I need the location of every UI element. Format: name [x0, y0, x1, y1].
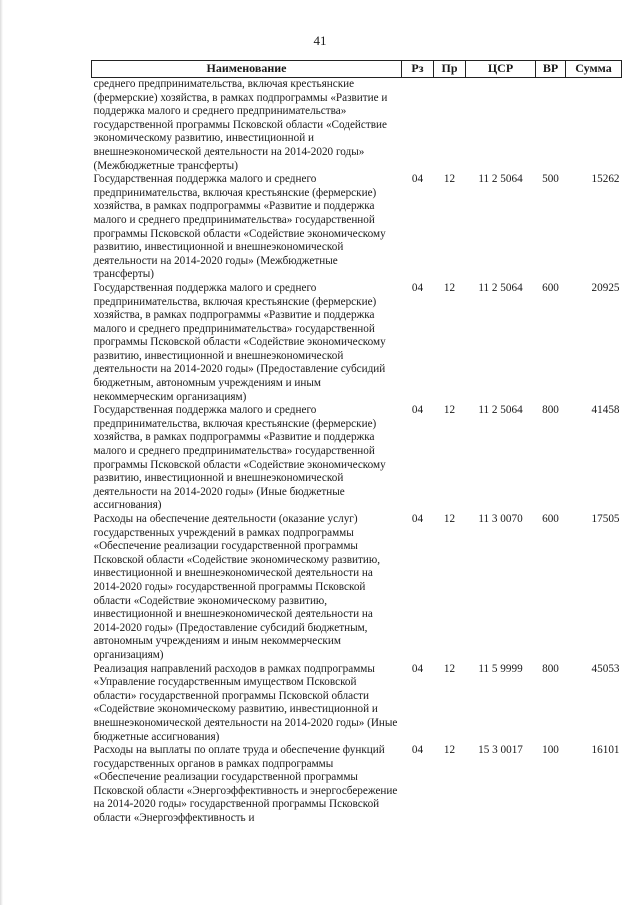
row-vr — [536, 78, 566, 174]
row-rz: 04 — [411, 513, 424, 525]
row-rz: 04 — [411, 281, 424, 294]
row-rz: 04 — [411, 744, 424, 757]
row-pr: 12 — [443, 281, 456, 294]
table-row — [92, 282, 622, 404]
header-sum: Сумма — [566, 61, 622, 78]
header-csr: ЦСР — [466, 61, 536, 78]
row-sum: 41458 — [591, 404, 620, 417]
row-rz: 04 — [411, 404, 424, 417]
row-pr: 12 — [443, 662, 456, 675]
row-pr — [434, 78, 466, 174]
row-csr: 11 2 5064 — [478, 281, 523, 294]
row-name: Расходы на обеспечение деятельности (оказание услуг) государственных учреждений в рамках подпрограммы «Обеспечение реализации государственной программы Псковской области «Содействие экономическому развитию, инвестиционной и внешнеэкономической деятельности на 2014-2020 годы» государственной программы Псковской области «Содействие экономическому развитию, инвестиционной и внешнеэкономической деятельности на 2014-2020 годы» (Предоставление субсидий бюджетным, автономным учреждениям и иным некоммерческим организациям) — [93, 513, 381, 661]
table-header-row — [92, 61, 622, 78]
row-sum: 16101 — [591, 744, 620, 757]
row-pr: 12 — [443, 404, 456, 417]
row-csr: 11 5 9999 — [478, 662, 523, 675]
row-rz: 04 — [411, 173, 424, 186]
row-csr: 11 2 5064 — [478, 173, 523, 186]
row-sum: 20925 — [591, 281, 620, 294]
header-pr: Пр — [434, 61, 466, 78]
row-sum: 15262 — [591, 173, 620, 186]
table-row — [92, 173, 622, 282]
row-vr: 600 — [542, 513, 559, 525]
table-row — [92, 78, 622, 174]
row-name: Расходы на выплаты по оплате труда и обеспечение функций государственных органов в рамках подпрограммы «Обеспечение реализации государственной программы Псковской области «Энергоэффективность и энергосбережение на 2014-2020 годы» государственной программы Псковской области «Энергоэффективность и — [93, 744, 398, 825]
row-csr — [466, 78, 536, 174]
row-pr: 12 — [443, 513, 456, 525]
table-row — [92, 404, 622, 513]
row-sum: 45053 — [591, 662, 620, 675]
header-name: Наименование — [92, 61, 402, 78]
row-name: среднего предпринимательства, включая крестьянские (фермерские) хозяйства, в рамках подпрограммы «Развитие и поддержка малого и среднего предпринимательства» государственной программы Псковской области «Содействие экономическому развитию, инвестиционной и внешнеэкономической деятельности на 2014-2020 годы» (Межбюджетные трансферты) — [93, 78, 388, 172]
row-vr: 800 — [542, 662, 559, 675]
row-name: Реализация направлений расходов в рамках подпрограммы «Управление государственным имуществом Псковской области» государственной программы Псковской области «Содействие экономическому развитию, инвестиционной и внешнеэкономической деятельности на 2014-2020 годы» (Иные бюджетные ассигнования) — [93, 662, 398, 743]
row-csr: 11 2 5064 — [478, 404, 523, 417]
budget-table — [91, 60, 622, 826]
row-rz: 04 — [411, 662, 424, 675]
table-row — [92, 513, 622, 663]
page-number: 41 — [313, 33, 327, 48]
row-sum — [566, 78, 622, 174]
row-pr: 12 — [443, 173, 456, 186]
row-vr: 800 — [542, 404, 559, 417]
row-name: Государственная поддержка малого и среднего предпринимательства, включая крестьянские (фермерские) хозяйства, в рамках подпрограммы «Развитие и поддержка малого и среднего предпринимательства» государственной программы Псковской области «Содействие экономическому развитию, инвестиционной и внешнеэкономической деятельности на 2014-2020 годы» (Иные бюджетные ассигнования) — [93, 404, 386, 512]
row-sum: 17505 — [591, 513, 620, 525]
row-vr: 100 — [542, 744, 559, 757]
row-vr: 600 — [542, 281, 559, 294]
row-pr: 12 — [443, 744, 456, 757]
row-name: Государственная поддержка малого и среднего предпринимательства, включая крестьянские (фермерские) хозяйства, в рамках подпрограммы «Развитие и поддержка малого и среднего предпринимательства» государственной программы Псковской области «Содействие экономическому развитию, инвестиционной и внешнеэкономической деятельности на 2014-2020 годы» (Межбюджетные трансферты) — [93, 173, 386, 281]
row-rz — [402, 78, 434, 174]
row-csr: 15 3 0017 — [478, 744, 523, 757]
row-name: Государственная поддержка малого и среднего предпринимательства, включая крестьянские (фермерские) хозяйства, в рамках подпрограммы «Развитие и поддержка малого и среднего предпринимательства» государственной программы Псковской области «Содействие экономическому развитию, инвестиционной и внешнеэкономической деятельности на 2014-2020 годы» (Предоставление субсидий бюджетным, автономным учреждениям и иным некоммерческим организациям) — [93, 281, 386, 403]
header-rz: Рз — [402, 61, 434, 78]
header-vr: ВР — [536, 61, 566, 78]
row-vr: 500 — [542, 173, 559, 186]
table-row — [92, 663, 622, 745]
row-csr: 11 3 0070 — [478, 513, 523, 525]
scan-edge — [0, 0, 3, 905]
table-row — [92, 744, 622, 826]
